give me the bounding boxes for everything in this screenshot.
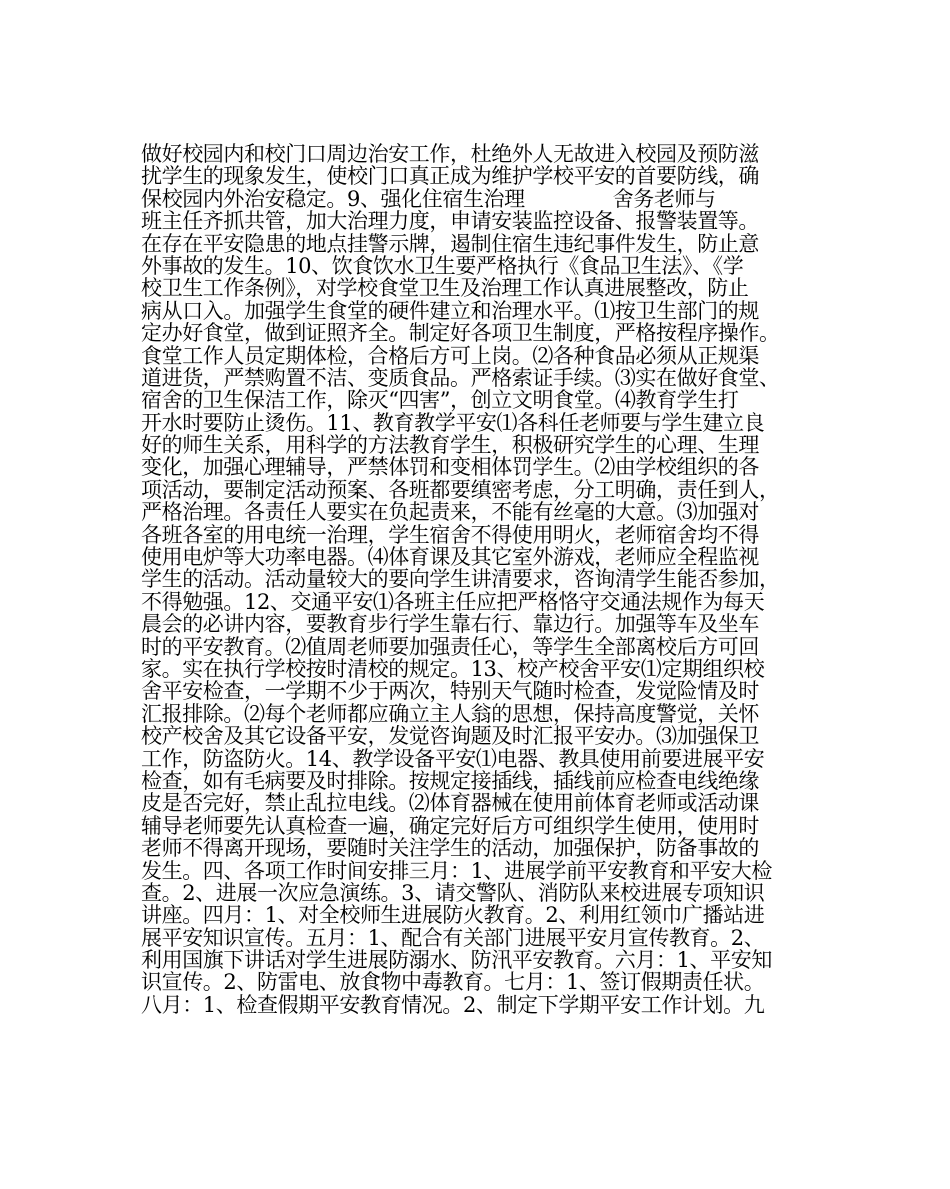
text-line: 发生。四、各项工作时间安排三月：1、进展学前平安教育和平安大检 [141,858,772,883]
text-line: 检查，如有毛病要及时排除。按规定接插线，插线前应检查电线绝缘 [141,768,759,793]
text-line: 识宣传。2、防雷电、放食物中毒教育。七月：1、签订假期责任状。 [141,970,765,995]
text-line: 各班各室的用电统一治理，学生宿舍不得使用明火，老师宿舍均不得 [141,522,759,547]
text-line: 舍平安检查，一学期不少于两次，特别天气随时检查，发觉险情及时 [141,679,759,704]
text-line: 保校园内外治安稳定。9、强化住宿生治理 舍务老师与 [141,186,716,211]
text-line: 辅导老师要先认真检查一遍，确定完好后方可组织学生使用，使用时 [141,813,759,838]
text-line: 道进货，严禁购置不洁、变质食品。严格索证手续。⑶实在做好食堂、 [141,365,780,390]
text-line: 利用国旗下讲话对学生进展防溺水、防汛平安教育。六月：1、平安知 [141,948,772,973]
text-line: 查。2、进展一次应急演练。3、请交警队、消防队来校进展专项知识 [141,880,765,905]
text-line: 外事故的发生。10、饮食饮水卫生要严格执行《食品卫生法》、《学 [141,253,744,278]
text-line: 工作，防盗防火。14、教学设备平安⑴电器、教具使用前要进展平安 [141,746,765,771]
text-line: 老师不得离开现场，要随时关注学生的活动，加强保护，防备事故的 [141,836,759,861]
text-line: 做好校园内和校门口周边治安工作，杜绝外人无故进入校园及预防滋 [141,142,759,166]
text-line: 项活动，要制定活动预案、各班都要缜密考虑，分工明确，责任到人， [141,477,780,502]
text-line: 讲座。四月：1、对全校师生进展防火教育。2、利用红领巾广播站进 [141,903,765,928]
text-line: 扰学生的现象发生，使校门口真正成为维护学校平安的首要防线，确 [141,164,759,189]
text-line: 变化，加强心理辅导，严禁体罚和变相体罚学生。⑵由学校组织的各 [141,455,759,480]
text-line: 宿舍的卫生保洁工作，除灭“四害”，创立文明食堂。⑷教育学生打 [141,388,739,413]
text-line: 定办好食堂，做到证照齐全。制定好各项卫生制度，严格按程序操作。 [141,321,780,346]
body-text [141,143,821,1016]
text-line: 在存在平安隐患的地点挂警示牌，遏制住宿生违纪事件发生，防止意 [141,231,759,256]
text-line: 不得勉强。12、交通平安⑴各班主任应把严格恪守交通法规作为每天 [141,589,765,614]
text-line: 校卫生工作条例》，对学校食堂卫生及治理工作认真进展整改，防止 [141,276,749,301]
text-line: 晨会的必讲内容，要教育步行学生靠右行、靠边行。加强等车及坐车 [141,612,759,637]
text-line: 学生的活动。活动量较大的要向学生讲清要求，咨询清学生能否参加， [141,567,780,592]
text-line: 病从口入。加强学生食堂的硬件建立和治理水平。⑴按卫生部门的规 [141,298,759,323]
text-line: 皮是否完好，禁止乱拉电线。⑵体育器械在使用前体育老师或活动课 [141,791,759,816]
text-line: 展平安知识宣传。五月：1、配合有关部门进展平安月宣传教育。2、 [141,925,765,950]
text-line: 使用电炉等大功率电器。⑷体育课及其它室外游戏，老师应全程监视 [141,545,759,570]
text-line: 开水时要防止烫伤。11、教育教学平安⑴各科任老师要与学生建立良 [141,410,765,435]
text-line: 时的平安教育。⑵值周老师要加强责任心，等学生全部离校后方可回 [141,634,759,659]
text-line: 八月：1、检查假期平安教育情况。2、制定下学期平安工作计划。九 [141,992,765,1017]
text-line: 班主任齐抓共管，加大治理力度，申请安装监控设备、报警装置等。 [141,209,759,234]
text-line: 好的师生关系，用科学的方法教育学生，积极研究学生的心理、生理 [141,433,759,458]
text-line: 严格治理。各责任人要实在负起责来，不能有丝毫的大意。⑶加强对 [141,500,759,525]
text-line: 家。实在执行学校按时清校的规定。13、校产校舍平安⑴定期组织校 [141,656,765,681]
text-line: 食堂工作人员定期体检，合格后方可上岗。⑵各种食品必须从正规渠 [141,343,759,368]
text-line: 校产校舍及其它设备平安，发觉咨询题及时汇报平安办。⑶加强保卫 [141,724,759,749]
text-line: 汇报排除。⑵每个老师都应确立主人翁的思想，保持高度警觉，关怀 [141,701,759,726]
